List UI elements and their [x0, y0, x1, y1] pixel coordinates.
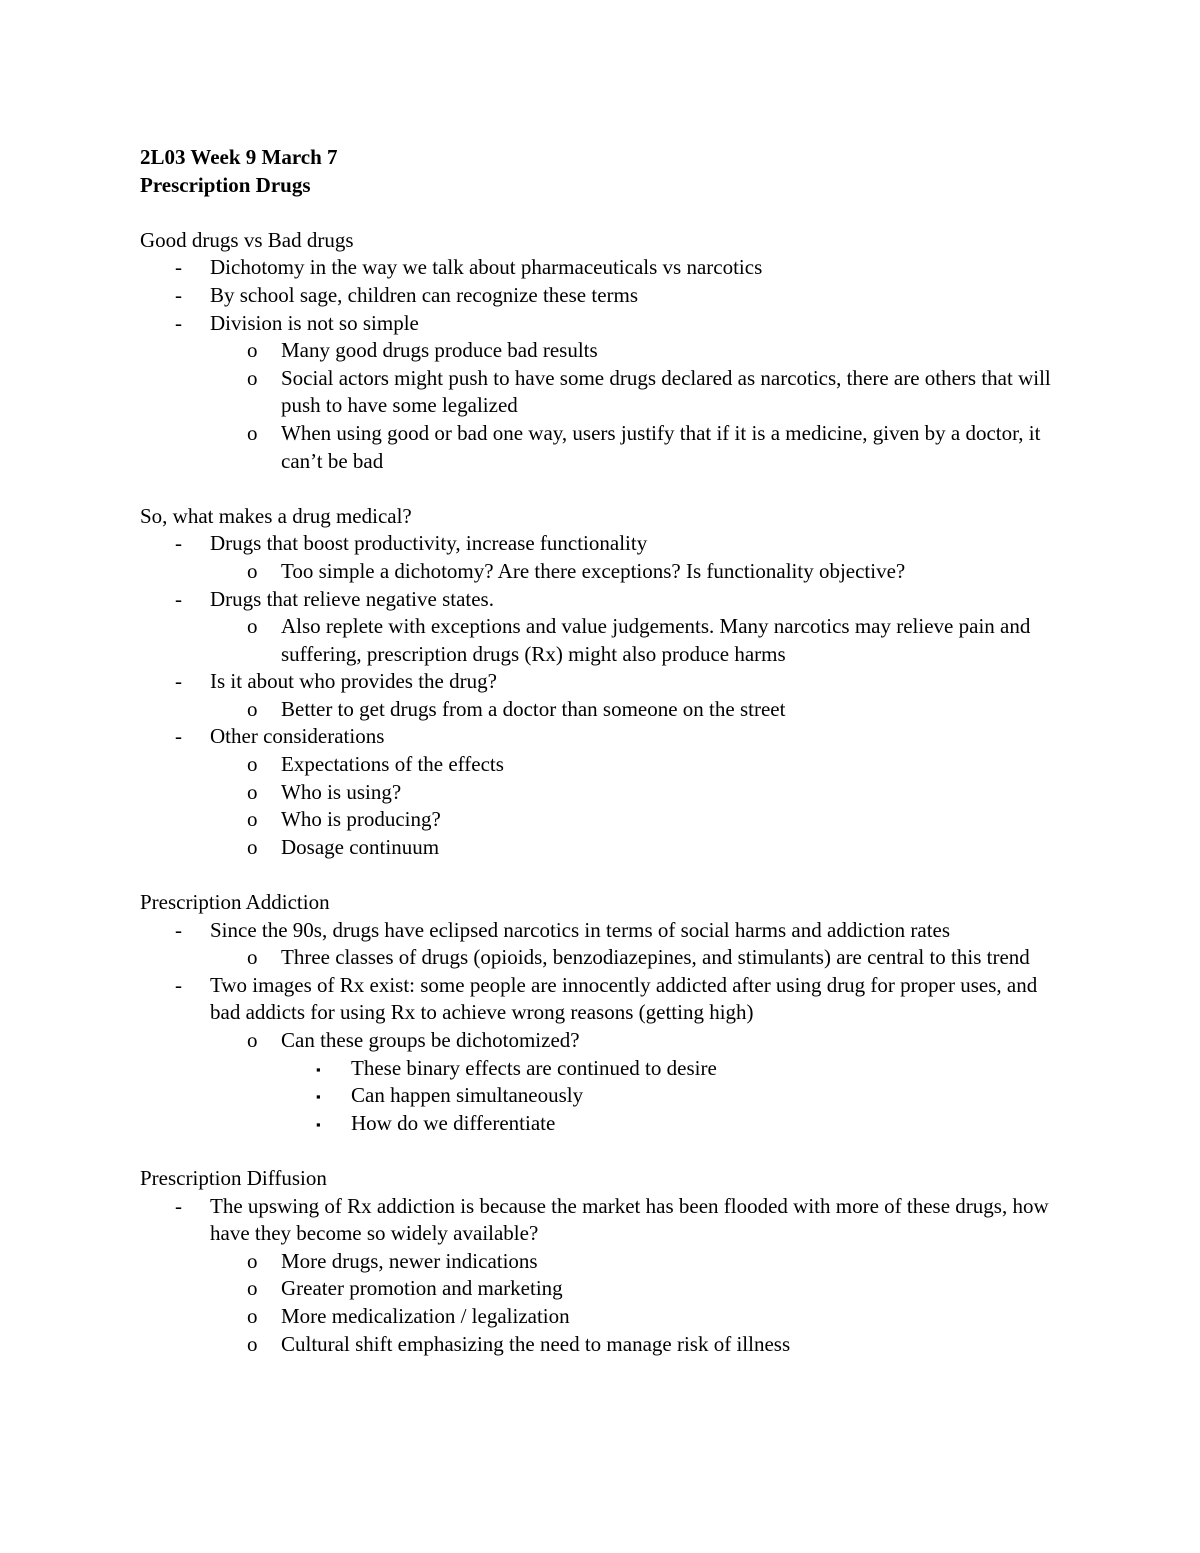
sub-bullet-item — [140, 365, 1070, 420]
blank-line — [140, 861, 1070, 889]
sub-sub-bullet-item — [140, 1110, 1070, 1138]
sub-bullet-marker: o — [247, 779, 258, 804]
bullet-item — [140, 723, 1070, 751]
sub-bullet-text: Dosage continuum — [281, 834, 440, 859]
sub-bullet-item — [140, 337, 1070, 365]
bullet-marker: - — [175, 310, 182, 335]
bullet-marker: - — [175, 669, 182, 694]
sub-bullet-text: When using good or bad one way, users justify that if it is a medicine, given by a doctor, it can’t be bad — [281, 420, 1041, 473]
sub-bullet-item — [140, 1331, 1070, 1359]
blank-line — [140, 1137, 1070, 1165]
sub-bullet-marker: o — [247, 834, 258, 859]
sub-sub-bullet-item — [140, 1082, 1070, 1110]
bullet-text: Division is not so simple — [210, 310, 419, 335]
sub-bullet-item — [140, 1275, 1070, 1303]
sub-bullet-marker: o — [247, 1248, 258, 1273]
sub-bullet-marker: o — [247, 338, 258, 363]
bullet-text: Drugs that relieve negative states. — [210, 586, 494, 611]
bullet-marker: - — [175, 255, 182, 280]
blank-line — [140, 475, 1070, 503]
sub-bullet-item — [140, 806, 1070, 834]
bullet-marker: - — [175, 531, 182, 556]
sub-sub-bullet-text: How do we differentiate — [351, 1110, 556, 1135]
sub-bullet-item — [140, 1248, 1070, 1276]
section-heading: Prescription Diffusion — [140, 1165, 327, 1190]
sub-bullet-text: Who is using? — [281, 779, 402, 804]
sub-bullet-marker: o — [247, 807, 258, 832]
section-heading: So, what makes a drug medical? — [140, 503, 412, 528]
bullet-marker: - — [175, 586, 182, 611]
sub-bullet-item — [140, 834, 1070, 862]
sub-bullet-marker: o — [247, 1276, 258, 1301]
doc-title-topic: Prescription Drugs — [140, 172, 311, 197]
sub-bullet-item — [140, 944, 1070, 972]
bullet-text: Is it about who provides the drug? — [210, 669, 497, 694]
sub-sub-bullet-marker: ▪ — [316, 1089, 321, 1105]
sub-bullet-text: Better to get drugs from a doctor than someone on the street — [281, 696, 786, 721]
sub-bullet-item — [140, 613, 1070, 668]
sub-sub-bullet-item — [140, 1055, 1070, 1083]
sub-bullet-text: Three classes of drugs (opioids, benzodiazepines, and stimulants) are central to this trend — [281, 945, 1030, 970]
sub-sub-bullet-marker: ▪ — [316, 1116, 321, 1132]
sub-bullet-text: Expectations of the effects — [281, 752, 504, 777]
bullet-text: By school sage, children can recognize these terms — [210, 282, 639, 307]
bullet-text: Dichotomy in the way we talk about pharmaceuticals vs narcotics — [210, 255, 763, 280]
sub-bullet-item — [140, 1303, 1070, 1331]
sub-bullet-item — [140, 420, 1070, 475]
bullet-text: The upswing of Rx addiction is because the market has been flooded with more of these drugs, how have they become so widely available? — [210, 1193, 1049, 1246]
sub-bullet-text: More medicalization / legalization — [281, 1303, 570, 1328]
bullet-item — [140, 972, 1070, 1027]
sub-sub-bullet-marker: ▪ — [316, 1061, 321, 1077]
sub-sub-bullet-text: Can happen simultaneously — [351, 1083, 584, 1108]
bullet-marker: - — [175, 972, 182, 997]
bullet-marker: - — [175, 1193, 182, 1218]
bullet-item — [140, 282, 1070, 310]
sub-bullet-text: More drugs, newer indications — [281, 1248, 538, 1273]
sub-bullet-marker: o — [247, 1303, 258, 1328]
sub-bullet-item — [140, 1027, 1070, 1055]
sub-bullet-marker: o — [247, 558, 258, 583]
sub-bullet-marker: o — [247, 696, 258, 721]
sub-bullet-marker: o — [247, 614, 258, 639]
bullet-item — [140, 310, 1070, 338]
sub-bullet-marker: o — [247, 1028, 258, 1052]
bullet-text: Drugs that boost productivity, increase functionality — [210, 531, 648, 556]
sub-bullet-item — [140, 558, 1070, 586]
document-body — [140, 144, 1070, 1358]
sub-bullet-text: Can these groups be dichotomized? — [281, 1028, 580, 1052]
bullet-item — [140, 917, 1070, 945]
bullet-marker: - — [175, 282, 182, 307]
sub-bullet-text: Social actors might push to have some drugs declared as narcotics, there are others that will push to have some legalized — [281, 365, 1051, 418]
bullet-item — [140, 586, 1070, 614]
bullet-marker: - — [175, 724, 182, 749]
sub-bullet-marker: o — [247, 365, 258, 390]
bullet-item — [140, 254, 1070, 282]
sub-bullet-text: Greater promotion and marketing — [281, 1276, 563, 1301]
sub-bullet-text: Also replete with exceptions and value judgements. Many narcotics may relieve pain and suffering, prescription drugs (Rx) might also produce harms — [281, 614, 1031, 666]
section-heading: Prescription Addiction — [140, 890, 330, 915]
sub-bullet-text: Who is producing? — [281, 807, 441, 832]
section-heading: Good drugs vs Bad drugs — [140, 227, 354, 252]
sub-bullet-marker: o — [247, 1331, 258, 1356]
sub-bullet-marker: o — [247, 945, 258, 970]
sub-bullet-text: Too simple a dichotomy? Are there exceptions? Is functionality objective? — [281, 558, 906, 583]
sections-container — [140, 227, 1070, 1358]
sub-bullet-marker: o — [247, 752, 258, 777]
sub-bullet-text: Cultural shift emphasizing the need to manage risk of illness — [281, 1331, 791, 1356]
bullet-item — [140, 530, 1070, 558]
bullet-text: Since the 90s, drugs have eclipsed narcotics in terms of social harms and addiction rates — [210, 917, 951, 942]
bullet-marker: - — [175, 917, 182, 942]
sub-sub-bullet-text: These binary effects are continued to desire — [351, 1055, 717, 1080]
sub-bullet-marker: o — [247, 420, 258, 445]
sub-bullet-item — [140, 751, 1070, 779]
doc-title-course: 2L03 Week 9 March 7 — [140, 145, 338, 169]
sub-bullet-item — [140, 779, 1070, 807]
bullet-text: Two images of Rx exist: some people are innocently addicted after using drug for proper uses, and bad addicts for using Rx to achieve wrong reasons (getting high) — [210, 972, 1038, 1025]
bullet-item — [140, 1193, 1070, 1248]
bullet-text: Other considerations — [210, 724, 385, 749]
sub-bullet-text: Many good drugs produce bad results — [281, 338, 598, 363]
blank-line — [140, 199, 1070, 227]
bullet-item — [140, 668, 1070, 696]
sub-bullet-item — [140, 696, 1070, 724]
